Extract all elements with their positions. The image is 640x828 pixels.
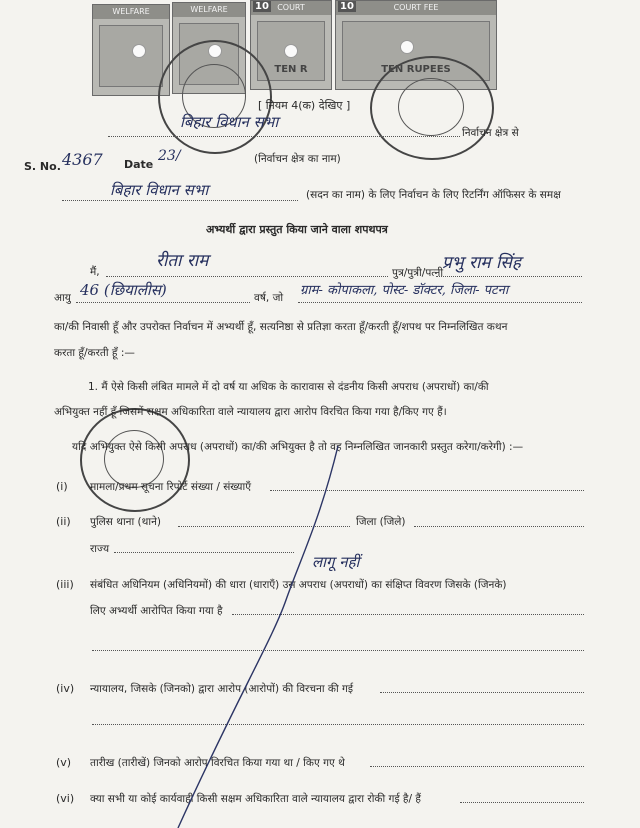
item-label: संबंधित अधिनियम (अधिनियमों) की धारा (धाराएँ) उस अपराध (अपराधों) का संक्षिप्त विवरण जिसके (जिनके) (90, 579, 507, 591)
serial-number: 4367 (62, 150, 103, 169)
stamp-band: COURT FEE (336, 1, 496, 15)
stamp-value: 10 (340, 1, 354, 12)
candidate-name: रीता राम (156, 251, 209, 271)
constituency-name-label: (निर्वाचन क्षेत्र का नाम) (254, 153, 341, 165)
item-label: मामला/प्रथम सूचना रिपोर्ट संख्या / संख्याएँ (90, 481, 252, 493)
stamp-value: 10 (255, 1, 269, 12)
constituency-suffix: निर्वाचन क्षेत्र से (462, 127, 519, 139)
stamp-denomination: TEN R (274, 64, 308, 75)
serial-label: S. No. (24, 160, 61, 173)
item-number: (v) (56, 756, 72, 769)
resident-statement-end: करता हूँ/करती हूँ :— (54, 347, 135, 359)
item-label: क्या सभी या कोई कार्यवाही किसी सक्षम अधिकारिता वाले न्यायालय द्वारा रोकी गई है/ हैं (90, 793, 421, 805)
rule-reference: [ नियम 4(क) देखिए ] (258, 99, 351, 112)
item-label: पुलिस थाना (थाने) (90, 516, 162, 528)
stamp-band: COURT (251, 1, 331, 15)
date-label: Date (124, 158, 154, 171)
years-label: वर्ष, जो (254, 292, 284, 304)
item-label: न्यायालय, जिसके (जिनको) द्वारा आरोप (आरोपों) की विरचना की गई (90, 683, 354, 695)
para-1-line-2: अभियुक्त नहीं हूँ जिसमें सक्षम अधिकारिता वाले न्यायालय द्वारा आरोप विरचित किया गया है/किए गए हैं। (54, 406, 447, 418)
item-number: (vi) (56, 792, 75, 805)
item-number: (ii) (56, 515, 71, 528)
item-number: (iii) (56, 578, 74, 591)
item-label: राज्य (90, 543, 110, 555)
relation-label: पुत्र/पुत्री/पत्नी (392, 267, 444, 279)
item-label: तारीख (तारीखें) जिनको आरोप विरचित किया गया था / किए गए थे (90, 757, 345, 769)
age-value: 46 (छियालीस) (80, 281, 167, 299)
item-number: (iv) (56, 682, 75, 695)
para-1-line-1: 1. मैं ऐसे किसी लंबित मामले में दो वर्ष या अधिक के कारावास से दंडनीय किसी अपराध (अपराधों) का/की (88, 381, 489, 393)
item-label: जिला (जिले) (356, 516, 406, 528)
stamp-band: WELFARE (93, 5, 169, 19)
conditional-intro: यदि अभियुक्त ऐसे किसी अपराध (अपराधों) का/की अभियुक्त है तो वह निम्नलिखित जानकारी प्रस्तुत करेगा/करेगी) :— (72, 441, 524, 453)
age-label: आयु (54, 292, 71, 304)
stamp-denomination: TEN RUPEES (381, 64, 451, 75)
resident-statement: का/की निवासी हूँ और उपरोक्त निर्वाचन में अभ्यर्थी हूँ, सत्यनिष्ठा से प्रतिज्ञा करता हूँ/करती हूँ/शपथ पर निम्नलिखित कथन (54, 321, 508, 333)
main-label: मैं, (90, 266, 100, 278)
address-value: ग्राम- कोपाकला, पोस्ट- डॉक्टर, जिला- पटना (300, 283, 509, 298)
house-handwritten: बिहार विधान सभा (110, 181, 209, 199)
father-name: प्रभु राम सिंह (442, 253, 521, 273)
page-title: अभ्यर्थी द्वारा प्रस्तुत किया जाने वाला शपथपत्र (206, 223, 388, 236)
not-applicable-note: लागू नहीं (312, 553, 360, 571)
item-label: लिए अभ्यर्थी आरोपित किया गया है (90, 605, 223, 617)
house-text: (सदन का नाम) के लिए निर्वाचन के लिए रिटर्निंग ऑफिसर के समक्ष (306, 189, 561, 201)
item-number: (i) (56, 480, 68, 493)
date-value: 23/ (158, 148, 181, 164)
constituency-handwritten: बिहार विधान सभा (180, 113, 279, 131)
stamp-band: WELFARE (173, 3, 245, 17)
